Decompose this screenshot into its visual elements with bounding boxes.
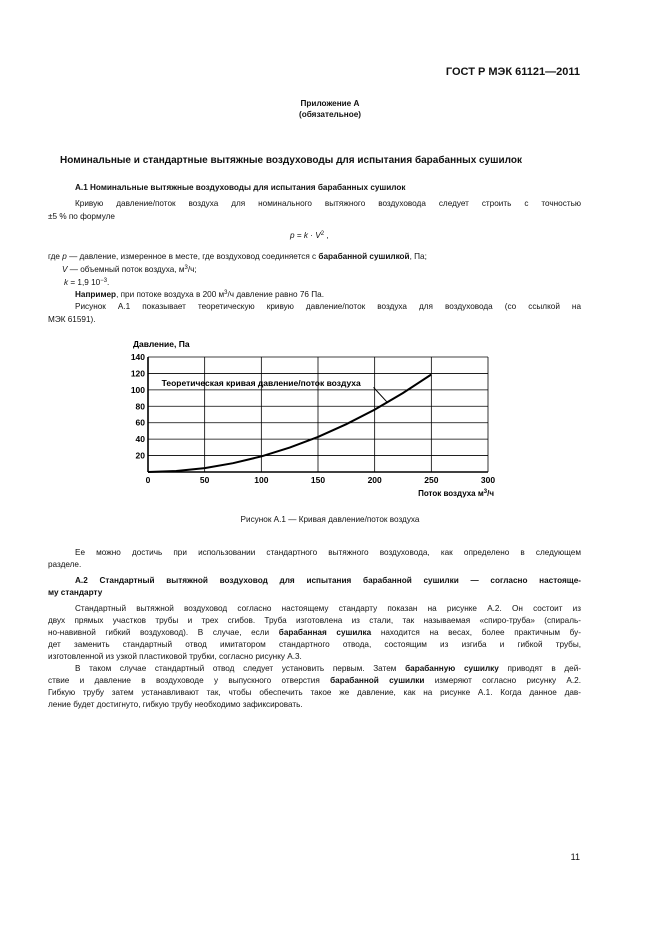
formula-eq: = <box>294 231 304 240</box>
chart-x-tick-label: 150 <box>310 475 326 485</box>
chart-y-tick-label: 40 <box>135 434 145 445</box>
v-symbol: V <box>62 265 68 274</box>
where-p-line <box>48 250 427 263</box>
example-sup: 3 <box>224 290 228 296</box>
chart-y-tick-label: 20 <box>135 450 145 461</box>
a2-p1-l3b: барабанная сушилка <box>278 628 372 637</box>
chart-y-axis-label: Давление, Па <box>133 339 190 349</box>
chart-annotation: Теоретическая кривая давление/поток воздуха <box>161 377 361 388</box>
where-v-line <box>62 263 197 276</box>
chart-x-tick-label: 100 <box>254 475 269 485</box>
x-label-suffix: /ч <box>487 489 494 498</box>
where-end: , Па; <box>409 252 427 261</box>
v-sup: 3 <box>184 265 188 271</box>
chart-x-tick-label: 300 <box>480 475 496 485</box>
k-symbol: k <box>64 278 69 287</box>
a2-p2-line3: Гибкую трубу затем устанавливают так, чтобы обеспечить такое же давление, как на рисунке А.1. Когда данное дав- <box>48 688 581 697</box>
chart-x-tick-label: 250 <box>424 475 439 485</box>
a2-p1-l3a: но-навивной гибкий воздуховод). В случае, если <box>48 628 279 637</box>
section-a1-heading: А.1 Номинальные вытяжные воздуховоды для испытания барабанных сушилок <box>75 183 406 192</box>
a2-p1-line5: изготовленной из узкой пластиковой трубки, согласно рисунку А.3. <box>48 652 302 661</box>
chart-grid <box>148 357 488 472</box>
a2-p1-line1: Стандартный вытяжной воздуховод согласно настоящему стандарту показан на рисунке А.2. Он состоит из <box>75 604 581 613</box>
chart-ticks <box>131 352 496 485</box>
chart-x-tick-label: 0 <box>145 475 151 485</box>
page-number: 11 <box>570 852 580 862</box>
v-end: /ч; <box>187 265 197 274</box>
section-a2-heading-line1: А.2 Стандартный вытяжной воздуховод для испытания барабанной сушилки — согласно настояще- <box>75 576 581 585</box>
figure-caption: Рисунок А.1 — Кривая давление/поток воздуха <box>240 515 420 524</box>
annex-title: Приложение А <box>300 99 360 108</box>
k-text: = 1,9 10 <box>68 278 101 287</box>
v-text: — объемный поток воздуха, м <box>67 265 185 274</box>
where-prefix: где <box>48 252 63 261</box>
chart-series-line <box>148 375 431 473</box>
chart-x-axis-label <box>418 489 494 498</box>
figref-line1: Рисунок А.1 показывает теоретическую кривую давление/поток воздуха для воздуховода (со ссылкой на <box>75 302 581 311</box>
a2-p2-l1b: барабанную сушилку <box>405 664 499 673</box>
a2-p2-l2c: измеряют согласно рисунку А.2. <box>424 676 581 685</box>
chart-y-tick-label: 60 <box>135 417 145 428</box>
annex-status: (обязательное) <box>299 110 361 119</box>
example-bold: Например <box>75 290 117 299</box>
a2-p2-l1c: приводят в дей- <box>498 664 581 673</box>
a2-p1-line4: дет заменить стандартный отвод имитатором стандартного отвода, состоящим из изгиба и гибкой трубы, <box>48 640 581 649</box>
a2-p1-line2: двух прямых участков трубы и трех сгибов. Труба изготовлена из стали, так называемая «спиро-труба» (спираль- <box>48 616 581 625</box>
chart-y-tick-label: 120 <box>130 368 145 379</box>
formula-k: k <box>303 231 308 240</box>
chart-y-tick-label: 80 <box>135 401 145 412</box>
a2-p2-l2a: ствие и давление в воздуховоде у выпускного отверстия <box>48 676 331 685</box>
k-sup: −3 <box>100 278 108 284</box>
x-label-prefix: Поток воздуха м <box>418 489 484 498</box>
where-p-symbol: p <box>62 252 67 261</box>
k-end: . <box>107 278 110 287</box>
formula-exp: 2 <box>320 231 325 237</box>
main-title: Номинальные и стандартные вытяжные воздуховоды для испытания барабанных сушилок <box>60 155 522 166</box>
example-end: /ч давление равно 76 Па. <box>227 290 324 299</box>
x-label-sup: 3 <box>483 489 488 495</box>
chart-x-tick-label: 200 <box>367 475 382 485</box>
chart-y-tick-label: 100 <box>130 384 145 395</box>
para-after-line2: разделе. <box>48 560 82 569</box>
pressure-flow-chart <box>100 330 530 505</box>
a2-p2-line4: ление будет достигнуто, гибкую трубу необходимо зафиксировать. <box>48 700 303 709</box>
where-text: — давление, измеренное в месте, где воздуховод соединяется с <box>66 252 319 261</box>
formula-p: p <box>290 231 295 240</box>
a2-p2-l2b: барабанной сушилки <box>330 676 425 685</box>
formula-v: V <box>315 231 321 240</box>
where-bold: барабанной сушилкой <box>318 252 410 261</box>
chart-x-tick-label: 50 <box>199 475 210 485</box>
document-header: ГОСТ Р МЭК 61121—2011 <box>445 66 580 78</box>
formula <box>290 229 329 242</box>
a2-p1-l3c: находится на весах, более практичным бу- <box>371 628 582 637</box>
formula-end: , <box>324 231 329 240</box>
formula-dot: · <box>308 231 316 240</box>
a2-p2-l1a: В таком случае стандартный отвод следует установить первым. Затем <box>75 664 406 673</box>
section-a2-heading-line2: му стандарту <box>48 588 103 597</box>
chart-y-tick-label: 140 <box>130 352 145 362</box>
para-after-line1: Ее можно достичь при использовании стандартного вытяжного воздуховода, как определено в следующем <box>75 548 581 557</box>
figref-line2: МЭК 61591). <box>48 315 96 324</box>
example-text: , при потоке воздуха в 200 м <box>116 290 225 299</box>
section-a1-para1-line2: ±5 % по формуле <box>48 212 115 221</box>
section-a1-para1-line1: Кривую давление/поток воздуха для номинального вытяжного воздуховода следует строить с точностью <box>75 199 581 208</box>
